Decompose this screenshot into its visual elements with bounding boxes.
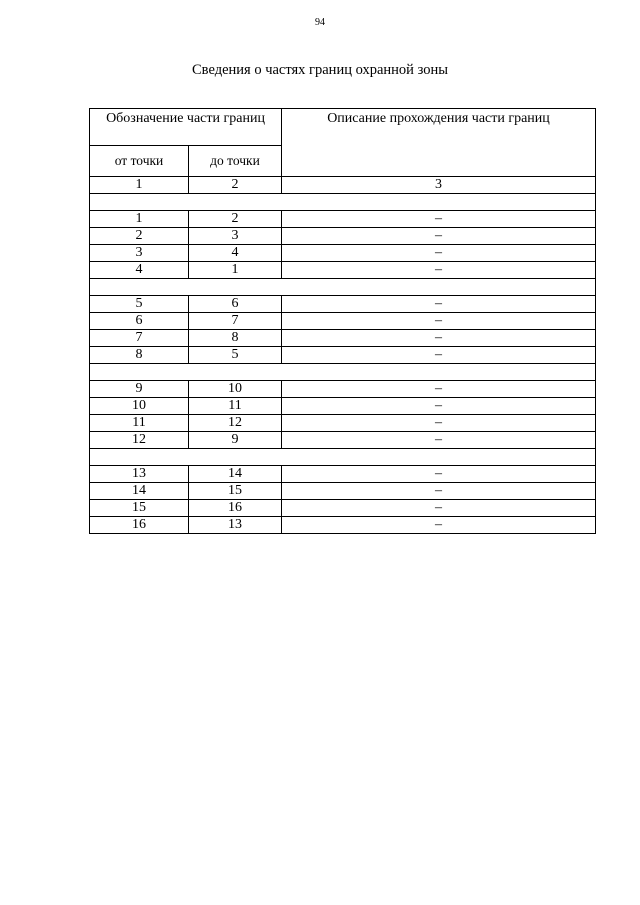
description-cell: –	[282, 466, 596, 483]
from-point-cell: 7	[90, 330, 189, 347]
description-cell: –	[282, 398, 596, 415]
table-row	[90, 415, 596, 432]
section-separator-row	[90, 279, 596, 296]
to-point-cell: 12	[189, 415, 282, 432]
section-separator	[90, 279, 596, 296]
to-point-cell: 15	[189, 483, 282, 500]
to-point-cell: 11	[189, 398, 282, 415]
from-point-cell: 6	[90, 313, 189, 330]
to-point-cell: 1	[189, 262, 282, 279]
description-cell: –	[282, 313, 596, 330]
description-cell: –	[282, 211, 596, 228]
from-point-cell: 16	[90, 517, 189, 534]
from-point-cell: 11	[90, 415, 189, 432]
from-point-cell: 15	[90, 500, 189, 517]
from-point-cell: 5	[90, 296, 189, 313]
from-point-cell: 14	[90, 483, 189, 500]
table-row	[90, 347, 596, 364]
description-cell: –	[282, 228, 596, 245]
description-cell: –	[282, 296, 596, 313]
table-row	[90, 313, 596, 330]
section-separator-row	[90, 364, 596, 381]
description-cell: –	[282, 517, 596, 534]
from-point-cell: 13	[90, 466, 189, 483]
column-number: 3	[282, 177, 596, 194]
to-point-cell: 7	[189, 313, 282, 330]
to-point-cell: 2	[189, 211, 282, 228]
table-row	[90, 432, 596, 449]
section-separator	[90, 449, 596, 466]
section-separator	[90, 194, 596, 211]
to-point-cell: 6	[189, 296, 282, 313]
to-point-cell: 14	[189, 466, 282, 483]
header-from-point: от точки	[90, 146, 189, 177]
table-row	[90, 381, 596, 398]
from-point-cell: 4	[90, 262, 189, 279]
from-point-cell: 3	[90, 245, 189, 262]
table-row	[90, 466, 596, 483]
table-row	[90, 296, 596, 313]
section-separator-row	[90, 449, 596, 466]
to-point-cell: 9	[189, 432, 282, 449]
header-to-point: до точки	[189, 146, 282, 177]
to-point-cell: 4	[189, 245, 282, 262]
to-point-cell: 5	[189, 347, 282, 364]
description-cell: –	[282, 262, 596, 279]
description-cell: –	[282, 415, 596, 432]
table-row	[90, 398, 596, 415]
boundary-parts-table	[89, 108, 596, 534]
to-point-cell: 10	[189, 381, 282, 398]
to-point-cell: 8	[189, 330, 282, 347]
table-row	[90, 483, 596, 500]
page-title: Сведения о частях границ охранной зоны	[192, 62, 448, 78]
description-cell: –	[282, 483, 596, 500]
header-boundary-part-designation: Обозначение части границ	[90, 109, 282, 146]
description-cell: –	[282, 381, 596, 398]
to-point-cell: 13	[189, 517, 282, 534]
table-row	[90, 517, 596, 534]
description-cell: –	[282, 500, 596, 517]
page-number: 94	[315, 17, 325, 28]
description-cell: –	[282, 330, 596, 347]
table-row	[90, 330, 596, 347]
from-point-cell: 10	[90, 398, 189, 415]
section-separator-row	[90, 194, 596, 211]
to-point-cell: 16	[189, 500, 282, 517]
column-number-row	[90, 177, 596, 194]
description-cell: –	[282, 432, 596, 449]
table-body	[90, 177, 596, 534]
table-row	[90, 500, 596, 517]
from-point-cell: 8	[90, 347, 189, 364]
from-point-cell: 9	[90, 381, 189, 398]
to-point-cell: 3	[189, 228, 282, 245]
description-cell: –	[282, 347, 596, 364]
from-point-cell: 12	[90, 432, 189, 449]
column-number: 1	[90, 177, 189, 194]
header-boundary-description: Описание прохождения части границ	[282, 109, 596, 177]
column-number: 2	[189, 177, 282, 194]
section-separator	[90, 364, 596, 381]
from-point-cell: 1	[90, 211, 189, 228]
table-row	[90, 262, 596, 279]
table-row	[90, 245, 596, 262]
table-row	[90, 211, 596, 228]
from-point-cell: 2	[90, 228, 189, 245]
description-cell: –	[282, 245, 596, 262]
table-row	[90, 228, 596, 245]
